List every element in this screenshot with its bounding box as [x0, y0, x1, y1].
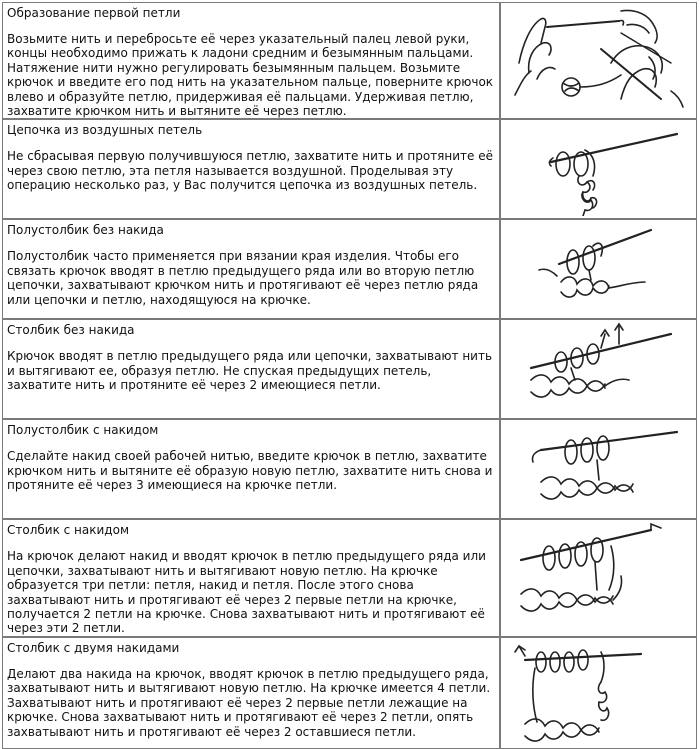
row-text: Делают два накида на крючок, вводят крючок в петлю предыдущего ряда, захватывают нить и вытягивают новую петлю. На крючке имеется 4 петли. Захватывают нить и протягивают её через 2 первые петли лежащие на крючке. Снова захватывают нить и протягивают её через 2 петли, опять захватывают нить и протягивают её через 2 оставшиеся петли.	[7, 666, 491, 739]
text-cell	[2, 637, 500, 749]
row-title: Столбик с двумя накидами	[7, 640, 180, 655]
text-cell	[2, 319, 500, 419]
table-row	[2, 319, 697, 419]
row-text: Полустолбик часто применяется при вязании края изделия. Чтобы его связать крючок вводят в петлю предыдущего ряда или во вторую петлю цепочки, захватывают крючком нить и протягивают её через петлю ряда или цепочки и петлю, находящуюся на крючке.	[7, 249, 479, 307]
text-cell	[2, 2, 500, 119]
row-title: Столбик без накида	[7, 323, 135, 338]
row-text: Сделайте накид своей рабочей нитью, введите крючок в петлю, захватите крючком нить и вытяните её образую новую петлю, захватите нить снова и протяните её через 3 имеющиеся на крючке петли.	[7, 449, 493, 493]
table-row	[2, 519, 697, 636]
illustration-cell	[500, 519, 697, 636]
instructions-table	[2, 2, 697, 749]
illustration-cell	[500, 2, 697, 119]
row-text: Крючок вводят в петлю предыдущего ряда или цепочки, захватывают нить и вытягивают ее, образуя петлю. Не спуская предыдущих петель, захватите нить и протяните её через 2 имеющиеся петли.	[7, 349, 493, 393]
table-row	[2, 2, 697, 119]
illustration-cell	[500, 319, 697, 419]
row-title: Столбик с накидом	[7, 523, 129, 538]
chain-stitch-illustration	[501, 120, 695, 216]
table-row	[2, 119, 697, 219]
row-title: Цепочка из воздушных петель	[7, 123, 203, 138]
illustration-cell	[500, 637, 697, 749]
row-title: Образование первой петли	[7, 6, 181, 20]
treble-crochet-illustration	[501, 638, 695, 746]
row-title: Полустолбик без накида	[7, 223, 164, 238]
hands-hook-first-loop-illustration	[501, 3, 695, 109]
illustration-cell	[500, 119, 697, 219]
single-crochet-illustration	[501, 320, 695, 416]
text-cell	[2, 119, 500, 219]
table-row	[2, 637, 697, 749]
row-text: Не сбрасывая первую получившуюся петлю, захватите нить и протяните её через свою петлю, эта петля называется воздушной. Проделывая эту операцию несколько раз, у Вас получится цепочка из воздушных петель.	[7, 149, 493, 193]
half-double-crochet-illustration	[501, 420, 695, 516]
text-cell	[2, 519, 500, 636]
row-text: На крючок делают накид и вводят крючок в петлю предыдущего ряда или цепочки, захватывают нить и вытягивают новую петлю. На крючке образуется три петли: петля, накид и петля. После этого снова захватывают нить и протягивают её через 2 первые петли на крючке, получается 2 петли на крючке. Снова захватывают нить и протягивают её через эти 2 петли.	[7, 549, 486, 636]
row-title: Полустолбик с накидом	[7, 423, 159, 438]
illustration-cell	[500, 419, 697, 519]
slip-stitch-illustration	[501, 220, 695, 316]
text-cell	[2, 219, 500, 319]
table-row	[2, 419, 697, 519]
text-cell	[2, 419, 500, 519]
table-row	[2, 219, 697, 319]
double-crochet-illustration	[501, 520, 695, 628]
row-text: Возьмите нить и перебросьте её через указательный палец левой руки, концы необходимо прижать к ладони средним и безымянным пальцами. Натяжение нити нужно регулировать безымянным пальцем. Возьмите крючок и введите его под нить на указательном пальце, поверните крючок влево и образуйте петлю, придерживая её пальцами. Удерживая петлю, захватите крючком нить и вытяните её через петлю.	[7, 32, 494, 119]
illustration-cell	[500, 219, 697, 319]
